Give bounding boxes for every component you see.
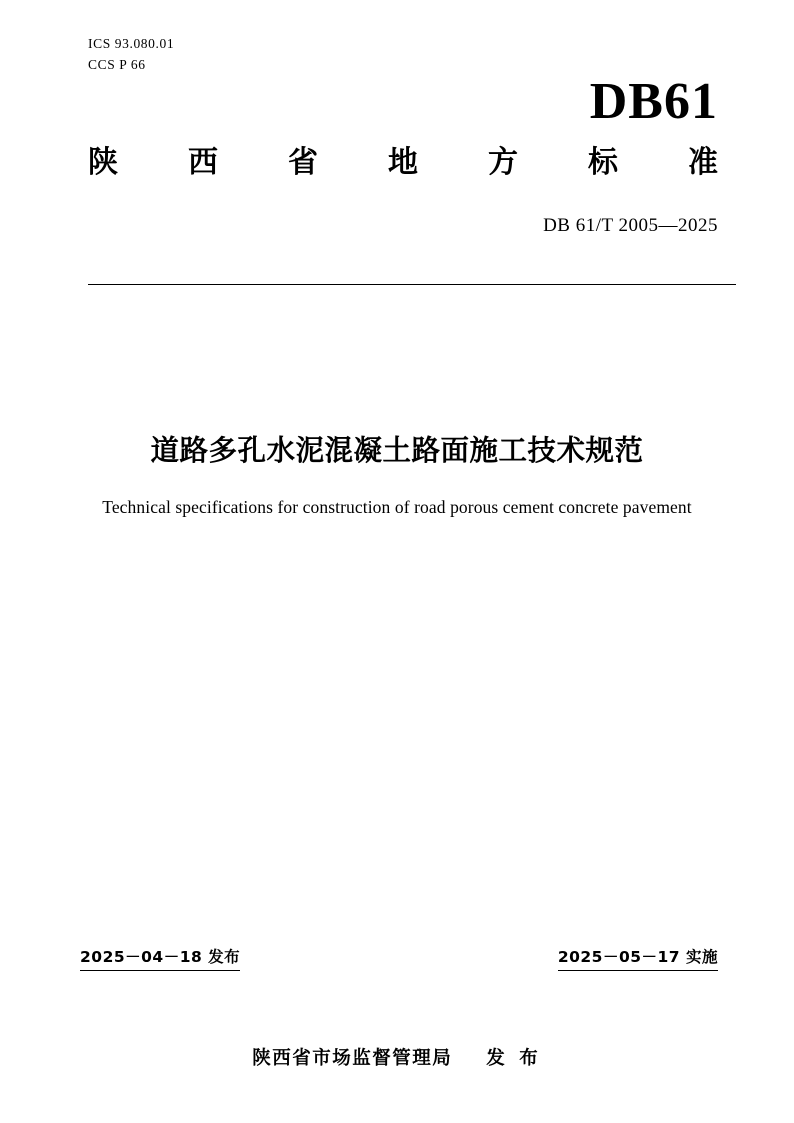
standard-type-title [88, 145, 718, 180]
standard-type-char: 标 [588, 145, 618, 180]
standard-type-char: 准 [688, 145, 718, 180]
header-divider [88, 284, 736, 285]
classification-block [88, 34, 174, 76]
standard-type-char: 陕 [88, 145, 118, 180]
ccs-code: CCS P 66 [88, 56, 146, 72]
standard-type-char: 方 [488, 145, 518, 180]
issue-date: 2025－04－18 发布 [80, 945, 240, 971]
publisher-verb: 发 布 [486, 1048, 542, 1069]
standard-type-char: 西 [188, 145, 218, 180]
document-title-english: Technical specifications for construction of road porous cement concrete pavement [102, 497, 692, 517]
publisher-line [0, 1044, 794, 1070]
document-title-chinese: 道路多孔水泥混凝土路面施工技术规范 [150, 434, 644, 467]
standard-number: DB 61/T 2005—2025 [543, 215, 718, 236]
standard-type-char: 地 [388, 145, 418, 180]
effective-date: 2025－05－17 实施 [558, 945, 718, 971]
ics-code: ICS 93.080.01 [88, 36, 175, 51]
standard-type-char: 省 [288, 145, 318, 180]
db-logo: DB61 [589, 73, 718, 130]
publisher-organization: 陕西省市场监督管理局 [252, 1048, 453, 1069]
